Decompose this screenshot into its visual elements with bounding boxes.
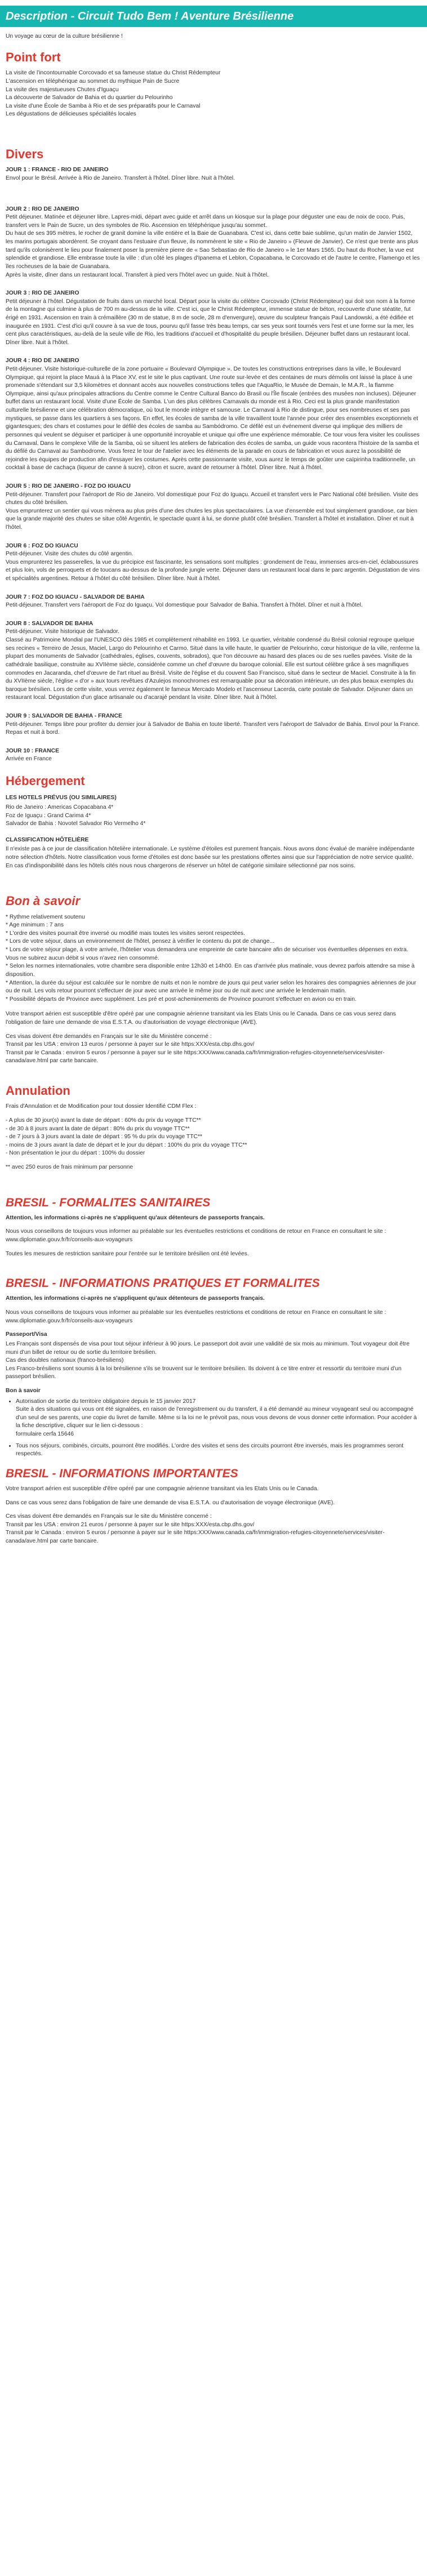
bon-a-savoir-heading: Bon à savoir [6,894,81,908]
itinerary-day [6,289,421,347]
point-fort-heading: Point fort [6,50,61,64]
info-item: * Lors de votre séjour, dans un environnement de l'hôtel, pensez à vérifier le contenu du pot de change... [6,938,275,945]
hebergement-heading: Hébergement [6,774,85,788]
pratiques-bullets [16,1398,421,1459]
bon-a-savoir-list [6,913,421,1004]
sanitaires-text: Nous vous conseillons de toujours vous informer au préalable sur les éventuelles restrictions et conditions de retour en France en consultant le site : www.diplomatie.gouv.fr/fr/conseils-aux-voyageurs [6,1228,386,1244]
day-description: Petit-déjeuner. Visite historique de Salvador. Classé au Patrimoine Mondial par l'UNESCO dès 1985 et complètement réhabilité en 1993. Le quartier, véritable condensé du Brésil colonial regroupe quelque ses recines « Terreiro de Jesus, Maciel, Largo do Pelourinho et Carmo. Situé dans la ville haute, le quartier de Pelourinho, cœur historique de la ville, renferme la plupart des monuments de Salvador (cathédrales, églises, couvents, sobrados), que l'on découvre au hasard des places ou de ses ruelles pavées. Visite de la cathédrale basilique, construite au XVIIème siècle, considérée comme un chef d'œuvre du baroque colonial. Elle est surtout célèbre grâce à ses magnifiques commodes en Jacaranda, chef d'œuvre de l'art rituel au Brésil. Visite de l'église et du couvent Sao Francisco, situé dans le secteur de Maciel. Construite à la fin du XVIIème siècle, l'église « d'or » aux tours revêtues d'Azulejos monochromes est remarquable pour sa décoration intérieure, un des plus beaux exemples du baroque brésilien. Lors de cette visite, vous verrez également le fameux Mercado Modelo et l'ascenseur Lacerda, carte postale de Salvador. Déjeuner dans un restaurant local. Dégustation d'un glace artisanale ou d'acarajé pendant la visite. Dîner libre. Nuit à l'hôtel. [6,629,420,701]
annulation-item: - de 30 à 8 jours avant la date de départ : 80% du prix du voyage TTC** [6,1125,190,1132]
classification-title: CLASSIFICATION HÔTELIÈRE [6,836,89,843]
informations-importantes-heading: BRESIL - INFORMATIONS IMPORTANTES [6,1467,238,1480]
day-description: Arrivée en France [6,756,52,763]
pratiques-text: Nous vous conseillons de toujours vous informer au préalable sur les éventuelles restrictions et conditions de retour en France en consultant le site : www.diplomatie.gouv.fr/fr/conseils-aux-voyageurs [6,1309,386,1324]
annulation-item: - moins de 3 jours avant la date de départ et le jour du départ : 100% du prix du voyage TTC** [6,1142,247,1148]
formalites-pratiques-heading: BRESIL - INFORMATIONS PRATIQUES ET FORMALITES [6,1277,320,1290]
visa-info-line: Transit par les USA : environ 21 euros / personne à payer sur le site https:XXX/esta.cbp.dhs.gov/ [6,1521,255,1528]
visa-info-line: Ces visas doivent être demandés en Français sur le site du Ministère concerné : [6,1033,212,1040]
transit-note: Votre transport aérien est susceptible d'être opéré par une compagnie aérienne transitant via les Etats Unis ou le Canada. Dans ce cas vous serez dans l'obligation de faire une demande de visa E.S.T.A. ou d'autorisation de voyage électronique (AVE). [6,1011,396,1026]
itinerary-day [6,483,421,532]
day-description: Envol pour le Brésil. Arrivée à Rio de Janeiro. Transfert à l'hôtel. Dîner libre. Nuit à l'hôtel. [6,175,235,182]
hotel-item: Salvador de Bahia : Novotel Salvador Rio Vermelho 4* [6,821,146,827]
formalites-sanitaires-heading: BRESIL - FORMALITES SANITAIRES [6,1196,211,1209]
itinerary-day [6,542,421,583]
info-item: * Rythme relativement soutenu [6,913,85,920]
day-description: Petit-déjeuner. Temps libre pour profiter du dernier jour à Salvador de Bahia en toute liberté. Transfert vers l'aéroport de Salvador de Bahia. Envol pour la France. Repas et nuit à bord. [6,721,420,736]
day-title: JOUR 4 : RIO DE JANEIRO [6,358,79,364]
itinerary-day [6,712,421,737]
passport-warning: Attention, les informations ci-après ne s'appliquent qu'aux détenteurs de passeports français. [6,1214,265,1221]
day-title: JOUR 3 : RIO DE JANEIRO [6,290,79,297]
itinerary-day [6,594,421,610]
page-title: Description - Circuit Tudo Bem ! Aventure Brésilienne [0,6,427,27]
pratiques-bullet-item: • Autorisation de sortie du territoire obligatoire depuis le 15 janvier 2017 Suite à des situations qui vous ont été signalées, en raison de l'enregistrement ou du transfert, il a été demandé au mineur voyageant seul ou accompagné d'un seul de ses parents, une copie du livret de famille. Même si la loi ne le prévoit pas, nous vous devons de vous donner cette information. Pour accéder à la fiche descriptive, cliquer sur le lien ci-dessous : formulaire cerfa 15646 [16,1398,421,1439]
info-item: * Possibilité départs de Province avec supplément. Les pré et post-acheminements de Province pourront s'effectuer en avion ou en train. [6,996,357,1002]
point-fort-item: Les dégustations de délicieuses spécialités locales [6,111,136,118]
itinerary [6,166,421,764]
itinerary-day [6,357,421,473]
visa-info [6,1033,421,1066]
annulation-intro: Frais d'Annulation et de Modification pour tout dossier Identifié CDM Flex : [6,1103,197,1110]
passport-title: Passeport/Visa [6,1331,47,1338]
day-description: Petit-déjeuner. Transfert vers l'aéroport de Foz do Iguaçu. Vol domestique pour Salvador de Bahia. Transfert à l'hôtel. Dîner et nuit à l'hôtel. [6,602,363,609]
day-description: Petit déjeuner à l'hôtel. Dégustation de fruits dans un marché local. Départ pour la visite du célèbre Corcovado (Christ Rédempteur) qui doit son nom à la forme de la montagne qui culmine à plus de 700 m au-dessus de la ville. C'est ici, que le Christ Rédempteur, immense statue de béton, recouverte d'une stéatite, fut érigé en 1931. Ascension en train à crémaillère (30 m de statue, 8 m de socle, 28 m d'envergure), œuvre du sculpteur français Paul Landowski, a été édifiée et inaugurée en 1931. C'est d'ici qu'il couvre à sa vue de tous, pourvu qu'il fasse très beau temps, car ses yeux sont tournés vers l'est et une forme sur la mer, les cent plus caractéristiques, au-delà de la seule ville de Rio, les traditions d'accueil et d'hospitalité du peuple brésilien. Déjeuner buffet dans un restaurant local. Dîner libre. Nuit à l'hôtel. [6,298,415,346]
hotel-item: Foz de Iguaçu : Grand Carima 4* [6,812,91,819]
annulation-note: ** avec 250 euros de frais minimum par personne [6,1164,134,1171]
info-item: * Age minimum : 7 ans [6,922,64,929]
annulation-item: - A plus de 30 jour(s) avant la date de départ : 60% du prix du voyage TTC** [6,1117,201,1124]
passport-warning: Attention, les informations ci-après ne s'appliquent qu'aux détenteurs de passeports français. [6,1295,265,1302]
visa-info-line: Transit par les USA : environ 13 euros / personne à payer sur le site https:XXX/esta.cbp.dhs.gov/ [6,1041,255,1048]
itinerary-day [6,206,421,279]
pratiques-bullet-item: • Tous nos séjours, combinés, circuits, pourront être modifiés. L'ordre des visites et sens des circuits pourront être inversés, mais les programmes seront respectés. [16,1442,421,1459]
day-description: Petit-déjeuner. Transfert pour l'aéroport de Rio de Janeiro. Vol domestique pour Foz do Iguaçu. Accueil et transfert vers le Parc National côté brésilien. Visite des chutes du côté brésilien. Vous emprunterez un sentier qui vous mènera au plus près d'une des chutes les plus spectaculaires. La vue d'ensemble est tout simplement grandiose, car bien que la grande majorité des chutes se situe côté Argentin, le spectacle quant à lui, se donne plutôt côté brésilien. Transfert à l'hôtel et installation. Dîner et nuit à l'hôtel. [6,491,419,531]
day-title: JOUR 10 : FRANCE [6,747,59,754]
importantes-text: Votre transport aérien est susceptible d'être opéré par une compagnie aérienne transitant via les Etats Unis ou le Canada. [6,1486,319,1492]
visa-info-line: Transit par le Canada : environ 5 euros / personne à payer sur le site https:XXX/www.canada.ca/fr/immigration-refugies-citoyennete/services/visiter-canada/ave.html par carte bancaire. [6,1049,385,1064]
day-title: JOUR 2 : RIO DE JANEIRO [6,206,79,212]
itinerary-day [6,620,421,702]
divers-heading: Divers [6,147,44,162]
classification-text: Il n'existe pas à ce jour de classification hôtelière internationale. Le système d'étoiles est purement français. Nous avons donc évalué de manière indépendante notre sélection d'hôtels. Notre classification vous forme d'étoiles est donc basée sur les prestations offertes ainsi que sur l'appréciation de notre service qualité. En cas d'indisponibilité dans les hôtels cités nous nous chargerons de réserver un hôtel de catégorie similaire sélectionné par nos soins. [6,846,415,869]
importantes-text: Dans ce cas vous serez dans l'obligation de faire une demande de visa E.S.T.A. ou d'autorisation de voyage électronique (AVE). [6,1499,335,1506]
point-fort-item: La découverte de Salvador de Bahia et du quartier du Pelourinho [6,95,173,101]
info-item: * Selon les normes internationales, votre chambre sera disponible entre 12h30 et 14h00. En cas d'arrivée plus matinale, vous devrez parfois attendre sa mise à disposition. [6,963,415,978]
visa-info [6,1513,421,1545]
day-description: Petit-déjeuner. Visite des chutes du côté argentin. Vous emprunterez les passerelles, la vue du précipice est fascinante, les sensations sont multiples : grondement de l'eau, immenses arcs-en-ciel, éclaboussures et plus loin, vols de perroquets et de toucans au-dessus de la profonde jungle verte. Déjeuner dans un restaurant local dans le parc argentin. Dégustation de vins et spécialités argentines. Retour à l'hôtel du côté brésilien. Dîner libre. Nuit à l'hôtel. [6,551,420,582]
content [0,33,427,1545]
point-fort-item: L'ascension en téléphérique au sommet du mythique Pain de Sucre [6,78,180,84]
annulation-item: - de 7 jours à 3 jours avant la date de départ : 95 % du prix du voyage TTC** [6,1134,202,1140]
day-title: JOUR 9 : SALVADOR DE BAHIA - FRANCE [6,712,122,719]
passport-text: Les Français sont dispensés de visa pour tout séjour inférieur à 90 jours. Le passeport doit avoir une validité de six mois au minimum. Tout voyageur doit être muni d'un billet de retour ou de sortie du territoire brésilien. Cas des doubles nationaux (franco-brésiliens) Les Franco-brésiliens sont soumis à la loi brésilienne s'ils se trouvent sur le territoire brésilien. Ils doivent à ce titre entrer et ressortir du territoire muni d'un passeport brésilien. [6,1340,410,1380]
point-fort-item: La visite des majestueuses Chutes d'Iguaçu [6,86,119,93]
day-description: Petit-déjeuner. Visite historique-culturelle de la zone portuaire « Boulevard Olympique ». De toutes les constructions entreprises dans la ville, le Boulevard Olympique, qui rejoint la place Mauá à la Place XV, est le site le plus captivant. Une route sur-levée et des centaines de murs démolis ont laissé la place à une promenade s'étendant sur 3,5 kilomètres et donnant accès aux nouvelles constructions telles que l'AquaRio, le Musée de Demain, le M.A.R., la flamme Olympique, ainsi qu'aux principales attractions du Centre comme le Centre Cultural Banco do Brasil ou l'Île fiscale (entrées des musées non incluses). Déjeuner buffet dans un restaurant local. Visite d'une École de Samba. L'un des plus célèbres Carnavals du monde est à Rio. Ceci est la plus grande manifestation culturelle brésilienne et une célébration démocratique, où tout le monde intègre et samouse. Le Carnaval à Rio de distingue, pour ses nombreuses et ses pas mystiques, se passe dans les quartiers à ses façons. En effet, les écoles de samba de la ville travaillent toute l'année pour créer des ensembles exceptionnels et gigantesques; des chars et costumes pour le défilé des écoles de samba au Sambódromo. Ce défilé est un événement diverse qui implique des milliers de personnes qui veulent se déguiser et participer à une opportunité incroyable et unique qui offre une expérience mémorable. Ce tour vous fera visiter les coulisses du Carnaval. Dans le complexe Ville de la Samba, où se situent les ateliers de fabrication des écoles de samba, un guide vous racontera l'histoire de la samba et du défilé du Carnaval au Sambodrome. Vous ferez le tour de l'atelier avec les éléments de la parade en cours de fabrication et vous aurez la possibilité de rejoindre les équipes de production afin d'essayer les costumes. Après cette passionnante visite, vous aurez le temps de goûter une caïpirinha traditionnelle, un cocktail à base de cachaça (liqueur de canne à sucre), citron et sucre, avant de retourner à l'hôtel. Dîner libre. Nuit à l'hôtel. [6,366,420,471]
day-title: JOUR 7 : FOZ DO IGUACU - SALVADOR DE BAHIA [6,594,145,600]
visa-info-line: Ces visas doivent être demandés en Français sur le site du Ministère concerné : [6,1513,212,1520]
info-item: * Lors de votre séjour plage, à votre arrivée, l'hôtelier vous demandera une empreinte de carte bancaire afin de sécuriser vos éventuelles dépenses en extra. Vous ne subirez aucun débit si vous n'avez rien consommé. [6,947,408,961]
info-item: * L'ordre des visites pourrait être inversé ou modifié mais toutes les visites seront respectées. [6,930,245,937]
annulation-item: - Non présentation le jour du départ : 100% du dossier [6,1150,145,1157]
itinerary-day [6,166,421,182]
day-title: JOUR 8 : SALVADOR DE BAHIA [6,620,94,627]
point-fort-item: La visite d'une École de Samba à Rio et de ses préparatifs pour le Carnaval [6,102,201,109]
visa-info-line: Transit par le Canada : environ 5 euros / personne à payer sur le site https:XXX/www.canada.ca/fr/immigration-refugies-citoyennete/services/visiter-canada/ave.html par carte bancaire. [6,1530,385,1545]
point-fort-item: La visite de l'incontournable Corcovado et sa fameuse statue du Christ Rédempteur [6,70,221,77]
intro-text: Un voyage au cœur de la culture brésilienne ! [6,33,123,40]
itinerary-day [6,747,421,764]
info-item: * Attention, la durée du séjour est calculée sur le nombre de nuits et non le nombre de jours qui peut varier selon les horaires des compagnies aériennes de jour ou de nuit. Les vols retour pourront s'effectuer de jour avec une arrivée le même jour ou de nuit avec une arrivée le lendemain matin. [6,979,416,995]
day-description: Petit déjeuner. Matinée et déjeuner libre. Lapres-midi, départ avec guide et arrêt dans un kiosque sur la plage pour déguster une eau de noix de coco. Puis, transfert vers le Pain de Sucre, un des symboles de Rio. Ascension en téléphérique jusqu'au sommet. Du haut de ses 395 mètres, le rocher de granit domine la ville entière et la Baie de Guanabara. C'est ici, dans cette baie sublime, qu'un matin de Janvier 1502, les marins portugais abordèrent. Se croyant dans l'estuaire d'un fleuve, ils nommèrent le site « Rio de Janeiro » (Fleuve de Janvier). Ce n'est que trente ans plus tard qu'ils colonisèrent le lieu pour finalement poser la première pierre de « Sao Sebastiao de Rio de Janeiro » le 1er Mars 1565. Du haut du Rocher, la vue est splendide et grandiose. Elle embrasse toute la ville : d'un côté les plages d'Ipanema et Leblon, Copacabana, le Corcovado et de l'autre le centre, Flamengo et les îles rocheuses de la baie de Guanabara. Après la visite, dîner dans un restaurant local. Transfert à pied vers l'hôtel avec un guide. Nuit à l'hôtel. [6,214,420,278]
day-title: JOUR 5 : RIO DE JANEIRO - FOZ DO IGUACU [6,483,131,489]
day-title: JOUR 6 : FOZ DO IGUACU [6,542,78,549]
point-fort-list [6,69,421,119]
annulation-list [6,1117,421,1158]
bon-a-savoir-subtitle: Bon à savoir [6,1387,41,1394]
hotel-item: Rio de Janeiro : Americas Copacabana 4* [6,804,114,810]
sanitaires-text: Toutes les mesures de restriction sanitaire pour l'entrée sur le territoire brésilien ont été levées. [6,1250,249,1257]
annulation-heading: Annulation [6,1084,70,1098]
day-title: JOUR 1 : FRANCE - RIO DE JANEIRO [6,167,109,173]
hotels-title: LES HOTELS PRÉVUS (OU SIMILAIRES) [6,795,117,801]
hotels-list [6,804,421,828]
